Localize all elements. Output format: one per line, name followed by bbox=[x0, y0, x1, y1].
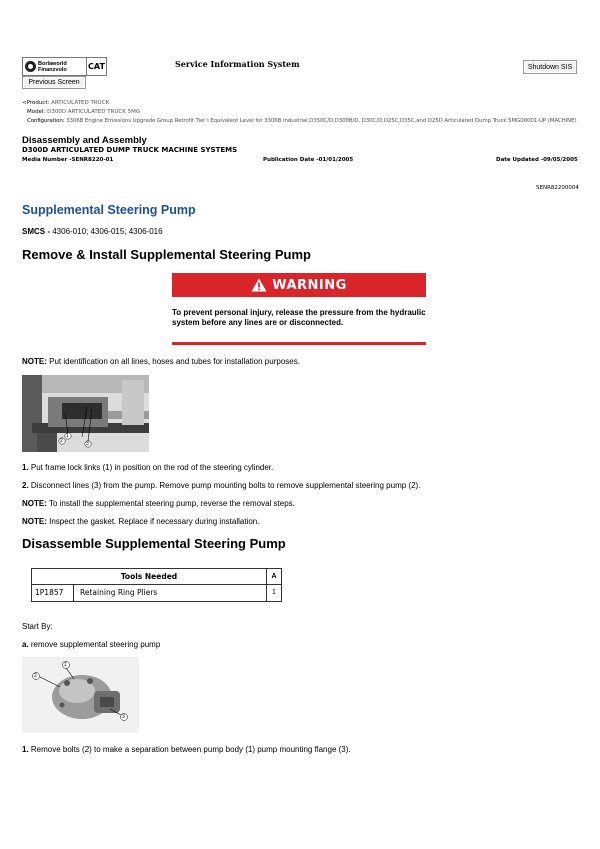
step-text: Put frame lock links (1) in position on the rod of the steering cylinder. bbox=[28, 463, 274, 472]
tools-table bbox=[31, 568, 282, 602]
publication-date: Publication Date -01/01/2005 bbox=[263, 157, 354, 163]
step-letter: a. bbox=[22, 640, 29, 649]
warning-triangle-icon bbox=[251, 278, 267, 292]
heading-remove-install: Remove & Install Supplemental Steering Pump bbox=[22, 247, 311, 262]
step-number: 2. bbox=[22, 481, 29, 490]
tools-col-a: A bbox=[271, 573, 277, 580]
product-value: ARTICULATED TRUCK bbox=[51, 100, 110, 106]
date-updated: Date Updated -09/05/2005 bbox=[496, 157, 578, 163]
tool-name: Retaining Ring Pliers bbox=[74, 585, 267, 601]
warning-label: WARNING bbox=[272, 277, 347, 293]
callout-1: 1 bbox=[64, 662, 67, 668]
note-label: NOTE: bbox=[22, 499, 47, 508]
note-identification bbox=[22, 357, 300, 366]
note-text: Inspect the gasket. Replace if necessary during installation. bbox=[46, 517, 260, 526]
smcs-value: 4306-010; 4306-015; 4306-016 bbox=[50, 227, 163, 236]
tools-header-row bbox=[32, 569, 281, 585]
note-install bbox=[22, 499, 295, 508]
step-number: 1. bbox=[22, 745, 29, 754]
warning-banner bbox=[172, 273, 426, 297]
callout-3: 3 bbox=[122, 714, 125, 720]
tools-header: Tools Needed bbox=[32, 569, 267, 584]
configuration-label: Configuration: bbox=[27, 118, 65, 124]
note-text: Put identification on all lines, hoses and tubes for installation purposes. bbox=[46, 357, 300, 366]
start-by-label: Start By: bbox=[22, 622, 53, 631]
document-id: SENR82200004 bbox=[536, 185, 579, 191]
logo-text-line2: Finanzvolo bbox=[38, 66, 67, 73]
callout-2: 2 bbox=[34, 673, 37, 679]
step-text: Remove bolts (2) to make a separation between pump body (1) pump mounting flange (3). bbox=[28, 745, 351, 754]
product-label: <Product: bbox=[22, 100, 50, 106]
smcs-line bbox=[22, 227, 163, 236]
configuration-value: 3306B Engine Emissions Upgrade Group Retrofit Tier I Equivalent Level for 3306B Industrial,D350C/D,D300B/D, D30C/D,D25C,D35C,and D25D Articulated Dump Truck 5MG00001-UP (MACHINE) bbox=[66, 118, 577, 124]
step-number: 1. bbox=[22, 463, 29, 472]
start-by-step bbox=[22, 640, 160, 649]
page-title: Supplemental Steering Pump bbox=[22, 203, 196, 217]
note-label: NOTE: bbox=[22, 357, 47, 366]
tool-quantity: 1 bbox=[272, 589, 276, 596]
step-remove-bolts bbox=[22, 745, 351, 754]
borlaworld-logo bbox=[22, 57, 88, 76]
callout-1: 1 bbox=[66, 433, 69, 439]
table-row bbox=[32, 585, 281, 601]
shutdown-button[interactable]: Shutdown SIS bbox=[523, 60, 577, 74]
previous-screen-button[interactable]: Previous Screen bbox=[22, 76, 86, 89]
configuration-line bbox=[27, 118, 587, 124]
model-line bbox=[27, 109, 140, 115]
steering-cylinder-photo bbox=[22, 375, 149, 452]
tool-part-number: 1P1857 bbox=[32, 585, 74, 601]
callout-2: 2 bbox=[60, 438, 63, 444]
model-value: D300D ARTICULATED TRUCK 5MG bbox=[47, 109, 141, 115]
warning-rule bbox=[172, 342, 426, 345]
logo-emblem-icon bbox=[25, 61, 36, 72]
callout-3: 3 bbox=[86, 441, 89, 447]
smcs-label: SMCS - bbox=[22, 227, 50, 236]
media-number: Media Number -SENR8220-01 bbox=[22, 157, 114, 163]
pump-photo bbox=[22, 657, 139, 733]
logo-text-line1: Borlaworld bbox=[38, 60, 67, 67]
cat-logo: CAT bbox=[86, 57, 107, 76]
model-label: Model: bbox=[27, 109, 46, 115]
note-text: To install the supplemental steering pump, reverse the removal steps. bbox=[46, 499, 295, 508]
note-label: NOTE: bbox=[22, 517, 47, 526]
section-title: Disassembly and Assembly bbox=[22, 135, 147, 146]
step-frame-lock bbox=[22, 463, 273, 472]
system-title: Service Information System bbox=[175, 59, 300, 69]
step-text: Disconnect lines (3) from the pump. Remove pump mounting bolts to remove supplemental steering pump (2). bbox=[28, 481, 421, 490]
step-text: remove supplemental steering pump bbox=[28, 640, 161, 649]
step-disconnect-lines bbox=[22, 481, 420, 490]
heading-disassemble: Disassemble Supplemental Steering Pump bbox=[22, 536, 286, 551]
note-gasket bbox=[22, 517, 259, 526]
subsection-title: D300D ARTICULATED DUMP TRUCK MACHINE SYSTEMS bbox=[22, 146, 238, 154]
warning-text: To prevent personal injury, release the pressure from the hydraulic system before any lines are or disconnected. bbox=[172, 308, 426, 327]
product-line bbox=[22, 100, 109, 106]
